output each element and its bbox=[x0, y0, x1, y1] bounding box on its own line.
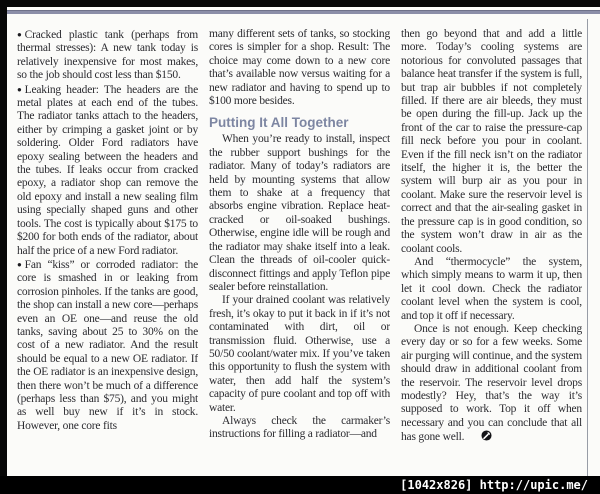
bullet-icon: ● bbox=[17, 30, 22, 39]
paragraph-text: Cracked plastic tank (perhaps from thermal stresses): A new tank today is relatively inexpensive for most makes, so the job should cost less than $150. bbox=[17, 29, 198, 82]
top-rule bbox=[7, 10, 600, 14]
paragraph: Always check the carmaker’s instructions for filling a radiator—and bbox=[209, 414, 390, 441]
paragraph-text: Once is not enough. Keep checking every day or so for a few weeks. Some air purging will continue, and the system should draw in additional coolant from the reservoir. The reservoir level drops modestly? Hey, that’s the way it’s supposed to work. Top it off when necessary and you can conclude that all has gone well. bbox=[401, 322, 582, 444]
paragraph bbox=[17, 28, 198, 83]
paragraph bbox=[17, 83, 198, 258]
end-of-article-wrench-icon bbox=[468, 430, 479, 441]
scanned-page bbox=[7, 7, 600, 476]
text-column-2 bbox=[209, 28, 390, 472]
paragraph-text: Leaking header: The headers are the metal plates at each end of the tubes. The radiator tanks attach to the headers, either by crimping a gasket joint or by soldering. Older Ford radiators have epoxy sealing between the headers and the tubes. If leaks occur from cracked epoxy, a radiator shop can remove the old epoxy and install a new sealing film using specially shaped guns and other tools. The cost is typically about $175 to $200 for both ends of the radiator, about half the price of a new Ford radiator. bbox=[17, 83, 198, 257]
bullet-icon: ● bbox=[17, 84, 22, 94]
paragraph bbox=[401, 323, 582, 445]
paragraph: many different sets of tanks, so stocking cores is simpler for a shop. Result: The choice may come down to a new core that’s available now versus waiting for a new radiator and having to spend up to $100 more besides. bbox=[209, 28, 390, 108]
text-column-3 bbox=[401, 28, 582, 472]
paragraph: When you’re ready to install, inspect the rubber support bushings for the radiator. Many of today’s radiators are held by mounting systems that allow them to shake at a frequency that absorbs engine vibration. Replace heat-cracked or oil-soaked bushings. Otherwise, engine idle will be rough and the radiator may shake itself into a leak. Clean the threads of oil-cooler quick-disconnect fittings and apply Teflon pipe sealer before reinstallation. bbox=[209, 133, 390, 293]
page-edge-line bbox=[587, 19, 588, 476]
section-heading: Putting It All Together bbox=[209, 115, 349, 131]
paragraph-text: Fan “kiss” or corroded radiator: the core is smashed in or leaking from corrosion pinholes. If the tanks are good, the shop can install a new core—perhaps even an OE one—and reuse the old tanks, saving about 25 to 30% on the cost of a new radiator. And the result should be equal to a new OE radiator. If the OE radiator is an inexpensive design, then there won’t be much of a difference (perhaps less than $75), and you might as well buy new if it’s in stock. However, one core fits bbox=[17, 258, 198, 432]
paragraph: And “thermocycle” the system, which simply means to warm it up, then let it cool down. Check the radiator coolant level when the system is cool, and top it off if necessary. bbox=[401, 255, 582, 322]
text-column-1 bbox=[17, 28, 198, 472]
paragraph: If your drained coolant was relatively fresh, it’s okay to put it back in if it’s not contaminated with dirt, oil or transmission fluid. Otherwise, use a 50/50 coolant/water mix. If you’ve taken this opportunity to flush the system with water, then add half the system’s capacity of pure coolant and top off with water. bbox=[209, 294, 390, 414]
watermark-text: [1042x826] http://upic.me/ bbox=[400, 478, 588, 492]
bullet-icon: ● bbox=[17, 259, 22, 269]
paragraph: then go beyond that and add a little more. Today’s cooling systems are notorious for convoluted passages that balance heat transfer if the system is full, but trap air bubbles if not completely filled. If there are air bleeds, they must be open during the fill-up. Jack up the front of the car to raise the pressure-cap fill neck before you pour in coolant. Even if the fill neck isn’t on the radiator itself, the higher it is, the better the system will burp air as you pour in coolant. Make sure the reservoir level is correct and that the air-sealing gasket in the pressure cap is in good condition, so the system won’t draw in air as the coolant cools. bbox=[401, 28, 582, 255]
watermark-bar bbox=[0, 476, 600, 494]
article-columns bbox=[17, 28, 584, 472]
paragraph bbox=[17, 258, 198, 433]
